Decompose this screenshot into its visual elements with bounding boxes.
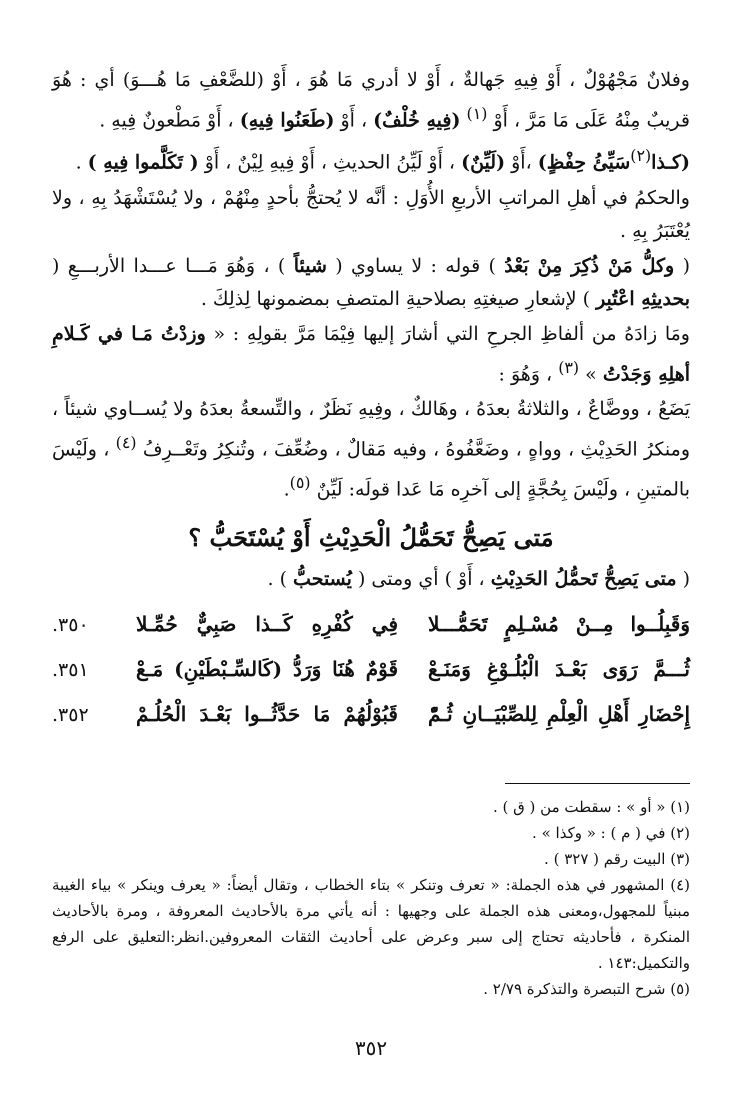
verse-first-hemistich: ثُـــمَّ رَوَى بَعْـدَ الْبُلُـوْغِ وَمَنَـعْ — [428, 656, 690, 681]
paragraph-1: وفلانٌ مَجْهُوْلٌ ، أَوْ فِيهِ جَهالةٌ ، أَوْ لا أدري مَا هُوَ ، أَوْ (للضَّعْفِ مَا هُـــوَ) أي : هُوَ قريبٌ مِنْهُ عَلَى مَا مَرَّ ، أَوْ $^{(١)}$ (فِيهِ خُلْفٌ) ، أَوْ (طَعَنُوا فِيهِ) ، أَوْ مَطْعونٌ فِيهِ . — [52, 69, 690, 132]
bold-term: شيئاً — [293, 254, 327, 277]
verse-row — [52, 692, 690, 737]
verse-second-hemistich: قَبُوْلُهُمْ مَا حَدَّثُــوا بَعْـدَ الْحُلُـمْ — [136, 701, 398, 726]
footnote-ref-5[interactable]: (٥) — [289, 473, 311, 493]
bold-term: وزدْتُ مَـا في كَـلامِ أهلِهِ وَجَدْتُ — [52, 322, 690, 385]
footnote-divider — [505, 783, 690, 784]
verse-row — [52, 602, 690, 647]
footnote-2: (٢) في ( م ) : « وكذا » . — [532, 823, 690, 842]
paragraph-5: ومَا زادَهُ من ألفاظِ الجرحِ التي أشارَ إليها فِيْمَا مَرَّ بقولِهِ : « وزدْتُ مَـا في كَـلامِ أهلِهِ وَجَدْتُ » $^{(٣)}$ ، وَهُوَ : — [52, 322, 690, 385]
bold-term: بحديثِهِ اعْتُبِر — [596, 287, 690, 310]
page-number: ٣٥٢ — [354, 1036, 388, 1060]
verse-number: ٣٥١. — [52, 658, 89, 681]
bold-term: (لَيِّنٌ) — [461, 151, 506, 174]
page-content — [52, 64, 690, 1002]
bold-term: (فِيهِ خُلْفٌ) — [373, 109, 461, 132]
footnote-ref-1[interactable]: (١) — [466, 104, 488, 123]
paragraph-7: ( متى يَصِحُّ تَحمُّلُ الحَدِيْثِ ، أَوْ ) أي ومتى ( يُستحبُّ ) . — [267, 567, 690, 590]
verse-first-hemistich: وَقَبِلُــوا مِــنْ مُسْـلِمٍ تَحَمُّـــلا — [428, 611, 690, 636]
bold-term: وكلُّ مَنْ ذُكِرَ مِنْ بَعْدُ — [504, 254, 675, 277]
bold-term: ( تَكَلَّموا فِيهِ ) — [87, 151, 199, 174]
bold-term: سَيِّئُ حِفْظٍ) — [537, 151, 631, 174]
paragraph-4: ( وكلُّ مَنْ ذُكِرَ مِنْ بَعْدُ ) قوله : لا يساوي ( شيئاً ) ، وَهُوَ مَـــا عـــدا الأربـــعِ ( بحديثِهِ اعْتُبِر ) لإشعارِ صيغتِهِ بصلاحيةِ المتصفِ بمضمونها لِذلِكَ . — [52, 254, 690, 310]
verse-number: ٣٥٠. — [52, 613, 89, 636]
paragraph-2: (كـذا$^{(٢)}$سَيِّئُ حِفْظٍ) ،أَوْ (لَيِّنٌ) ، أَوْ لَيِّنُ الحديثِ ، أَوْ فِيهِ لِيْنٌ ، أَوْ ( تَكَلَّموا فِيهِ ) . — [75, 146, 690, 174]
paragraph-3: والحكمُ في أهلِ المراتبِ الأربعِ الأُوَلِ : أنَّه لا يُحتجُّ بأحدٍ مِنْهُمْ ، ولا يُسْتَشْهَدُ بِهِ ، ولا يُعْتَبَرُ بِهِ . — [52, 186, 690, 242]
verse-number: ٣٥٢. — [52, 703, 89, 726]
paragraph-1-text: وفلانٌ مَجْهُوْلٌ ، أَوْ فِيهِ جَهالةٌ ، أَوْ لا أدري مَا هُوَ ، أَوْ (للضَّعْفِ مَا هُـــوَ) أي : هُوَ قريبٌ مِنْهُ عَلَى مَا مَرَّ ، أَوْ — [52, 69, 690, 132]
footnote-1: (١) « أو » : سقطت من ( ق ) . — [492, 797, 690, 816]
verse-second-hemistich: قَوْمٌ هُنَا وَرَدُّ (كَالسِّـبْطَيْنِ) مَـعْ — [136, 656, 398, 681]
footnote-3: (٣) البيت رقم ( ٣٢٧ ) . — [544, 849, 690, 868]
verse-second-hemistich: فِي كُفْرِهِ كَــذا صَبِيٌّ حُمِّـلا — [136, 611, 398, 636]
verse-first-hemistich: إِحْضَارِ أَهْلِ الْعِلْمِ لِلصِّبْيَــانِ ثُـمّْ — [428, 701, 690, 726]
footnote-ref-3[interactable]: (٣) — [558, 357, 580, 377]
footnote-4: (٤) المشهور في هذه الجملة: « تعرف وتنكر » بتاء الخطاب ، وتقال أيضاً: « يعرف وينكر » بياء الغيبة مبنياً للمجهول،ومعنى هذه الجملة على وجهيها : أنه يأتي مرة بالأحاديث المعروفة ، ومرة بالأحاديث المنكرة ، فأحاديثه تحتاج إلى سبر وعرض على أحاديث الثقات المعروفين.انظر:التعليق على الرفع والتكميل:١٤٣ . — [52, 875, 690, 972]
bold-term: يُستحبُّ — [293, 567, 352, 590]
section-heading: مَتى يَصِحُّ تَحَمُّلُ الْحَدِيْثِ أَوْ يُسْتَحَبُّ ؟ — [188, 522, 554, 552]
bold-term: (طَعَنُوا فِيهِ) — [239, 109, 335, 132]
footnote-5: (٥) شرح التبصرة والتذكرة ٢/٧٩ . — [483, 979, 690, 998]
footnote-ref-4[interactable]: (٤) — [115, 432, 137, 452]
paragraph-6: يَضَعُ ، ووضَّاعٌ ، والثلاثةُ بعدَهُ ، وهَالكٌ ، وفِيهِ نَظَرٌ ، والتِّسعةُ بعدَهُ ولا يُســاوي شيئاً ، ومنكرُ الحَدِيْثِ ، وواهٍ ، وضَعَّفُوهُ ، وفيه مَقالٌ ، وضُعِّفَ ، وتُنكِرُ وتَعْــرِفُ $^{(٤)}$ ، ولَيْسَ بالمتينِ ، ولَيْسَ بِحُجَّةٍ إلى آخرِه مَا عَدا قولَه: لَيِّنٌ $^{(٥)}$. — [52, 397, 691, 501]
verse-row — [52, 647, 690, 692]
footnote-ref-2[interactable]: (٢) — [630, 146, 652, 166]
bold-term: متى يَصِحُّ تَحمُّلُ الحَدِيْثِ — [490, 567, 677, 590]
bold-term: (كـذا — [651, 151, 690, 174]
